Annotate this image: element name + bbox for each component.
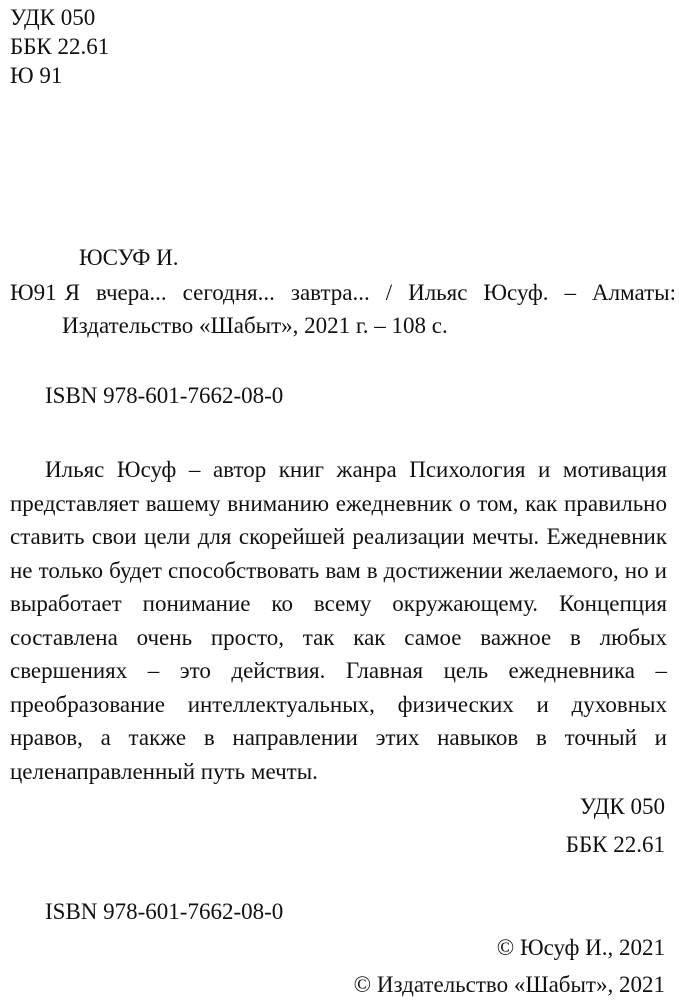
bibliographic-code: Ю91 (10, 280, 57, 305)
isbn-second: ISBN 978-601-7662-08-0 (45, 899, 284, 924)
bbk-code: ББК 22.61 (10, 34, 110, 59)
isbn-first: ISBN 978-601-7662-08-0 (45, 383, 284, 408)
author-mark: Ю 91 (10, 63, 63, 88)
bibliographic-title: Я вчера... сегодня... завтра... / Ильяс Юсуф. – Алматы: (64, 280, 676, 305)
bibliographic-line-1 (10, 276, 676, 309)
copyright-notices (354, 929, 665, 1003)
udk-code: УДК 050 (10, 5, 96, 30)
copyright-author: © Юсуф И., 2021 (496, 935, 665, 960)
bibliographic-line-2: Издательство «Шабыт», 2021 г. – 108 с. (62, 313, 448, 338)
annotation-paragraph: Ильяс Юсуф – автор книг жанра Психология и мотивация представляет вашему вниманию ежедневник о том, как правильно ставить свои цели для скорейшей реализации мечты. Ежедневник не только будет способствовать вам в достижении желаемого, но и выработает понимание ко всему окружающему. Концепция составлена очень просто, так как самое важное в любых свершениях – это действия. Главная цель ежедневника – преобразование интеллектуальных, физических и духовных нравов, а также в направлении этих навыков в точный и целенаправленный путь мечты. (10, 457, 667, 784)
bibliographic-entry (10, 276, 676, 342)
author-heading: ЮСУФ И. (79, 245, 179, 270)
classification-codes-bottom (566, 788, 665, 864)
udk-code-bottom: УДК 050 (579, 794, 665, 819)
classification-codes-top (10, 3, 109, 90)
copyright-publisher: © Издательство «Шабыт», 2021 (353, 972, 665, 997)
bbk-code-bottom: ББК 22.61 (565, 832, 665, 857)
